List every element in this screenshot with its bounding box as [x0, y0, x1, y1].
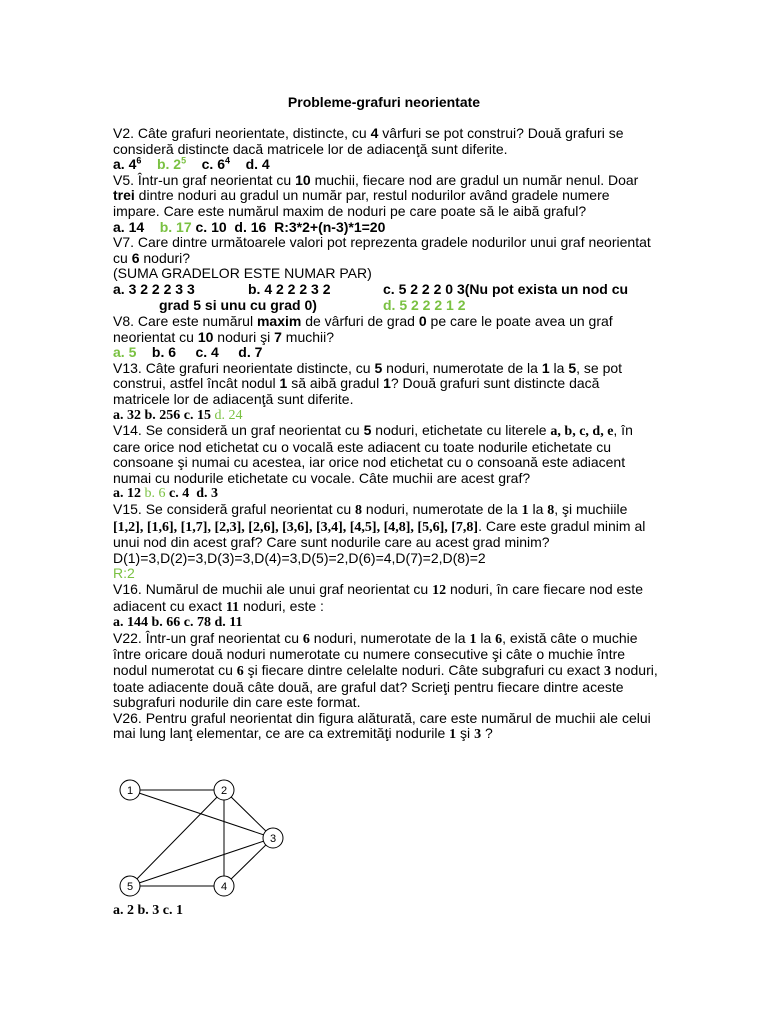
question-letters: a, b, c, d, e — [550, 424, 614, 440]
answer-a: a. 14 — [113, 218, 145, 235]
question-text: la — [528, 501, 548, 518]
question-text: , în care orice nod etichetat cu o vocală este adiacent cu toate nodurile etichetate cu consoane şi numai cu acestea, iar orice nod etichetat cu o consoană este adiacent numai cu nodurile etichetate cu vocale. Câte muchii are acest graf? — [113, 422, 633, 486]
question-number: 12 — [432, 583, 447, 599]
question-v22 — [113, 631, 658, 711]
question-number: 8 — [355, 503, 363, 519]
question-text: noduri, este : — [239, 597, 324, 614]
answer-abc: a. 32 b. 256 c. 15 — [113, 407, 215, 423]
question-number: 10 — [197, 328, 214, 345]
question-text: noduri, numerotate de la — [362, 501, 522, 518]
question-number: 0 — [418, 312, 427, 329]
question-number: 6 — [495, 631, 503, 647]
question-text: şi — [456, 725, 475, 742]
question-number: 6 — [236, 664, 244, 679]
question-text: noduri, numerotate de la — [309, 629, 470, 646]
question-text: noduri şi — [213, 328, 275, 345]
question-number: 1 — [383, 375, 391, 392]
document-body — [113, 126, 658, 743]
question-v14 — [113, 423, 658, 486]
question-number: 1 — [469, 631, 477, 647]
answer-c-continued: grad 5 si unu cu grad 0) — [159, 296, 317, 313]
question-text: ? — [481, 725, 493, 742]
answer-a-correct: a. 5 — [113, 344, 137, 361]
question-number: 11 — [225, 599, 240, 615]
answer-c: c. 5 2 2 2 0 3(Nu pot exista un nod cu — [383, 280, 629, 297]
question-number: 3 — [474, 727, 482, 743]
question-number: 10 — [295, 171, 311, 188]
graph-figure — [110, 772, 290, 902]
edge-2-5 — [130, 790, 224, 886]
question-v16 — [113, 582, 658, 615]
question-text: de vârfuri de grad — [301, 312, 419, 329]
question-v5 — [113, 173, 658, 220]
answers-v7-row2 — [113, 298, 658, 314]
question-v7 — [113, 235, 658, 266]
question-number: 5 — [568, 359, 577, 376]
question-text: V2. Câte grafuri neorientate, distincte, cu — [113, 125, 371, 141]
node-label: 3 — [269, 833, 277, 845]
answers-v26: a. 2 b. 3 c. 1 — [113, 903, 183, 918]
question-text: , există câte o muchie între oricare două noduri numerotate cu numere consecutive şi câte o muchie între nodul numerotat cu — [113, 629, 638, 678]
question-v8 — [113, 314, 658, 345]
graph-node-5 — [120, 876, 140, 896]
answers-v7-row1 — [113, 282, 658, 298]
question-v26 — [113, 711, 658, 743]
question-number: 1 — [541, 359, 550, 376]
graph-node-4 — [214, 876, 234, 896]
question-number: trei — [113, 187, 135, 204]
answer-b-correct: b. 6 — [144, 486, 166, 502]
answer-d-correct: d. 5 2 2 2 1 2 — [383, 296, 466, 313]
question-text: vârfuri se pot construi? Două grafuri se consideră distincte dacă matricele lor de adiacenţă sunt diferite. — [113, 125, 624, 157]
question-number: 6 — [131, 249, 140, 266]
question-text: , se pot construi, astfel încât nodul — [113, 359, 623, 392]
question-text: V14. Se consideră un graf neorientat cu — [113, 422, 364, 439]
answers-v16: a. 144 b. 66 c. 78 d. 11 — [113, 615, 243, 631]
question-text: la — [476, 629, 496, 646]
answer-c: c. $6^4$ — [201, 155, 231, 173]
question-text: noduri, toate adiacente două câte două, are graful dat? Scrieţi pentru fiecare dintre aceste subgrafuri nodurile din care este format. — [113, 662, 658, 711]
question-text: V13. Câte grafuri neorientate distincte, cu — [113, 359, 375, 376]
question-text: la — [549, 359, 569, 376]
question-text: noduri, etichetate cu literele — [371, 422, 551, 439]
question-edges: [1,2], [1,6], [1,7], [2,3], [2,6], [3,6], [3,4], [4,5], [4,8], [5,6], [7,8] — [113, 519, 479, 535]
node-label: 4 — [220, 881, 228, 893]
question-text: noduri, în care fiecare nod este adiacent cu exact — [113, 581, 643, 614]
answer-b-correct: b. $2^5$ — [156, 155, 187, 173]
question-v7-note: (SUMA GRADELOR ESTE NUMAR PAR) — [113, 265, 372, 282]
question-text: muchii, fiecare nod are gradul un număr nenul. Doar — [310, 171, 639, 188]
node-label: 5 — [126, 881, 134, 893]
edge-3-5 — [130, 838, 273, 886]
question-text: noduri? — [139, 249, 191, 266]
question-text: V8. Care este numărul — [113, 312, 257, 329]
question-text: V7. Care dintre următoarele valori pot reprezenta gradele nodurilor unui graf neorientat cu — [113, 234, 651, 266]
answer-rest: c. 4 d. 3 — [165, 486, 218, 502]
answer-d: d. 4 — [245, 156, 270, 173]
answers-v2 — [113, 157, 658, 173]
answer-b-correct: b. 17 — [159, 218, 192, 235]
answer-a: a. 12 — [113, 486, 145, 502]
node-label: 1 — [126, 785, 134, 797]
page-title: Probleme-grafuri neorientate — [287, 94, 481, 110]
graph-node-2 — [214, 780, 234, 800]
question-number: 3 — [604, 664, 612, 679]
answer-a: a. $4^6$ — [113, 155, 142, 173]
answers-v14 — [113, 486, 658, 502]
question-text: V15. Se consideră graful neorientat cu — [113, 501, 356, 518]
question-number: 6 — [302, 631, 310, 647]
answer-degrees: D(1)=3,D(2)=3,D(3)=3,D(4)=3,D(5)=2,D(6)=4,D(7)=2,D(8)=2 — [113, 549, 486, 566]
answer-d-correct: d. 24 — [214, 407, 243, 423]
question-text: , şi muchiile — [554, 501, 628, 518]
graph-node-3 — [263, 828, 283, 848]
question-text: şi fiecare dintre celelalte noduri. Câte subgrafuri cu exact — [243, 662, 605, 678]
question-number: 5 — [374, 359, 383, 376]
answer-rest: b. 6 c. 4 d. 7 — [136, 344, 263, 361]
answer-v15-correct: R:2 — [113, 565, 135, 582]
answer-rest: c. 10 d. 16 R:3*2+(n-3)*1=20 — [195, 218, 386, 235]
question-text: V22. Într-un graf neorientat cu — [113, 629, 303, 646]
question-number: maxim — [256, 312, 302, 329]
question-text: . Care este gradul minim al unui nod din acest graf? Care sunt nodurile care au acest grad minim? — [113, 517, 646, 551]
question-text: dintre noduri au gradul un număr par, restul nodurilor având gradele numere impare. Care este numărul maxim de noduri pe care poate să le aibă graful? — [113, 187, 610, 219]
question-text: muchii? — [281, 328, 335, 345]
question-text: pe care le poate avea un graf neorientat cu — [113, 312, 613, 345]
question-text: V16. Numărul de muchii ale unui graf neorientat cu — [113, 581, 433, 598]
question-text: să aibă gradul — [287, 375, 384, 392]
question-v15 — [113, 502, 658, 551]
graph-node-1 — [120, 780, 140, 800]
question-number: 1 — [449, 727, 457, 743]
answer-b: b. 4 2 2 2 3 2 — [248, 280, 331, 297]
question-number: 7 — [274, 328, 282, 345]
question-v2 — [113, 126, 658, 157]
question-text: V5. Într-un graf neorientat cu — [113, 171, 296, 188]
question-text: ? Două grafuri sunt distincte dacă matricele lor de adiacenţă sunt diferite. — [113, 375, 600, 407]
question-text: V26. Pentru graful neorientat din figura alăturată, care este numărul de muchii ale celui mai lung lanţ elementar, ce are ca extremităţi nodurile — [113, 709, 651, 742]
question-number: 1 — [521, 503, 529, 519]
question-text: noduri, numerotate de la — [382, 359, 542, 376]
answers-v8 — [113, 345, 658, 361]
question-number: 5 — [363, 422, 372, 439]
question-number: 8 — [547, 503, 555, 519]
question-number: 4 — [370, 125, 379, 141]
question-v13 — [113, 361, 658, 408]
question-number: 1 — [279, 375, 288, 392]
answers-v5 — [113, 220, 658, 236]
answers-v13 — [113, 408, 658, 424]
edge-1-3 — [130, 790, 273, 838]
answer-a: a. 3 2 2 2 3 3 — [113, 280, 195, 297]
node-label: 2 — [220, 785, 228, 797]
graph-edges — [130, 790, 273, 886]
